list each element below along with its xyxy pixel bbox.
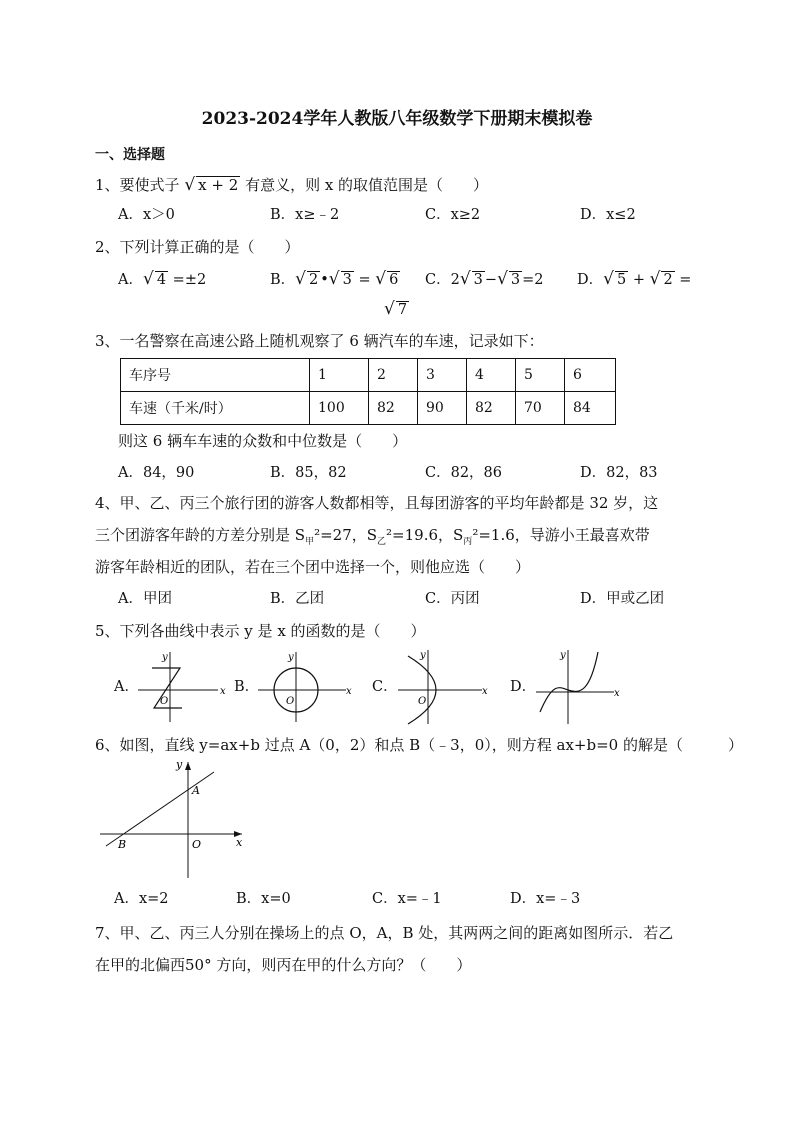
question-4-option-c[interactable]: C．丙团 bbox=[425, 591, 480, 607]
y-axis-label: y bbox=[560, 650, 566, 661]
question-5-option-b-label[interactable]: B． bbox=[234, 679, 260, 695]
subscript: 丙 bbox=[463, 537, 473, 547]
dot-operator: • bbox=[320, 272, 329, 288]
radicand: 5 bbox=[616, 272, 627, 288]
curve-d bbox=[540, 652, 598, 712]
table-cell: 3 bbox=[418, 359, 467, 392]
origin-label: O bbox=[418, 696, 427, 707]
question-1-option-a[interactable]: A．x＞0 bbox=[118, 207, 175, 223]
question-6-option-a[interactable]: A．x=2 bbox=[114, 891, 169, 907]
y-axis-arrow-icon bbox=[185, 762, 191, 770]
sqrt-icon: √ bbox=[603, 269, 614, 289]
table-cell: 82 bbox=[369, 392, 418, 425]
radicand: 3 bbox=[473, 272, 483, 288]
section-heading: 一、选择题 bbox=[95, 147, 165, 163]
question-6-option-c[interactable]: C．x=﹣1 bbox=[372, 891, 442, 907]
question-6-figure bbox=[98, 758, 248, 880]
x-axis-label: x bbox=[482, 686, 488, 697]
question-4-line-3: 游客年龄相近的团队，若在三个团中选择一个，则他应选（ ） bbox=[95, 558, 531, 576]
graph-option-a[interactable] bbox=[134, 650, 224, 724]
sqrt-icon: √ bbox=[384, 299, 395, 319]
question-7-line-1: 7、甲、乙、丙三人分别在操场上的点 O，A，B 处，其两两之间的距离如图所示．若乙 bbox=[95, 924, 674, 942]
question-6-stem: 6、如图，直线 y=ax+b 过点 A（0，2）和点 B（﹣3，0），则方程 ax+b=0 的解是（ ） bbox=[95, 736, 743, 754]
text-fragment: 三个团游客年龄的方差分别是 S bbox=[95, 526, 306, 544]
sqrt-icon: √ bbox=[459, 269, 471, 289]
option-label: D． bbox=[577, 272, 604, 288]
table-cell: 5 bbox=[516, 359, 565, 392]
option-label: A． bbox=[118, 272, 143, 288]
point-b-label: B bbox=[118, 838, 127, 851]
sqrt-icon: √ bbox=[142, 269, 154, 289]
page-title: 2023-2024学年人教版八年级数学下册期末模拟卷 bbox=[201, 109, 593, 129]
sqrt-icon: √ bbox=[295, 269, 306, 289]
radicand: 2 bbox=[663, 272, 673, 288]
question-6-option-d[interactable]: D．x=﹣3 bbox=[510, 891, 581, 907]
question-5-stem: 5、下列各曲线中表示 y 是 x 的函数的是（ ） bbox=[95, 622, 426, 640]
graph-option-d[interactable] bbox=[532, 648, 622, 726]
subscript: 甲 bbox=[305, 537, 315, 547]
question-4-option-b[interactable]: B．乙团 bbox=[270, 591, 325, 607]
sqrt-icon: √ bbox=[328, 269, 340, 289]
table-cell: 84 bbox=[565, 392, 616, 425]
radicand: 7 bbox=[397, 302, 408, 318]
question-1-radicand: x + 2 bbox=[198, 176, 239, 194]
question-2-stem: 2、下列计算正确的是（ ） bbox=[95, 238, 300, 256]
question-3-question: 则这 6 辆车车速的众数和中位数是（ ） bbox=[118, 432, 408, 450]
option-label: C．2 bbox=[425, 272, 460, 288]
text-fragment: ²=19.6，S bbox=[386, 526, 464, 544]
question-1-option-b[interactable]: B．x≥﹣2 bbox=[270, 207, 340, 223]
sqrt-icon: √ bbox=[649, 269, 661, 289]
radicand: 2 bbox=[309, 272, 319, 288]
text-fragment: ²=1.6，导游小王最喜欢带 bbox=[472, 526, 650, 544]
question-3-option-d[interactable]: D．82，83 bbox=[580, 465, 658, 481]
minus-sign: − bbox=[484, 272, 498, 288]
graph-option-c[interactable] bbox=[394, 648, 490, 726]
table-cell: 车速（千米/时） bbox=[121, 392, 310, 425]
question-1-stem bbox=[95, 174, 488, 196]
origin-label: O bbox=[286, 696, 295, 707]
plus-sign: + bbox=[632, 272, 645, 288]
question-4-option-a[interactable]: A．甲团 bbox=[118, 591, 172, 607]
text-fragment: ²=27，S bbox=[314, 526, 378, 544]
question-7-line-2: 在甲的北偏西50° 方向，则丙在甲的什么方向？（ ） bbox=[95, 956, 472, 974]
point-a-label: A bbox=[192, 784, 200, 797]
question-2-option-a[interactable] bbox=[118, 268, 206, 291]
question-2-option-c[interactable] bbox=[425, 268, 544, 291]
question-5-option-c-label[interactable]: C． bbox=[372, 679, 398, 695]
option-label: B． bbox=[270, 272, 296, 288]
question-6-option-b[interactable]: B．x=0 bbox=[236, 891, 291, 907]
y-axis-label: y bbox=[288, 652, 294, 663]
option-rest: =±2 bbox=[172, 272, 207, 288]
table-cell: 2 bbox=[369, 359, 418, 392]
question-2-option-b[interactable] bbox=[270, 268, 400, 291]
question-4-line-1: 4、甲、乙、丙三个旅行团的游客人数都相等，且每团游客的平均年龄都是 32 岁，这 bbox=[95, 494, 659, 512]
x-axis-label: x bbox=[220, 686, 226, 697]
speed-table bbox=[120, 358, 616, 425]
equals-sign: = bbox=[679, 272, 692, 288]
question-4-option-d[interactable]: D．甲或乙团 bbox=[580, 591, 665, 607]
radicand: 4 bbox=[156, 272, 167, 288]
table-cell: 90 bbox=[418, 392, 467, 425]
origin-label: O bbox=[192, 838, 202, 851]
graph-option-b[interactable] bbox=[254, 650, 354, 724]
question-3-stem: 3、一名警察在高速公路上随机观察了 6 辆汽车的车速，记录如下： bbox=[95, 332, 544, 350]
radicand: 3 bbox=[342, 272, 352, 288]
question-5-option-a-label[interactable]: A． bbox=[114, 679, 139, 695]
question-1-stem-prefix: 1、要使式子 bbox=[95, 176, 180, 194]
table-cell: 70 bbox=[516, 392, 565, 425]
question-3-option-a[interactable]: A．84，90 bbox=[118, 465, 195, 481]
question-3-option-c[interactable]: C．82，86 bbox=[425, 465, 502, 481]
question-1-option-d[interactable]: D．x≤2 bbox=[580, 207, 636, 223]
table-cell: 82 bbox=[467, 392, 516, 425]
radicand: 3 bbox=[510, 272, 521, 288]
sqrt-icon: √ bbox=[375, 269, 387, 289]
table-cell: 100 bbox=[310, 392, 369, 425]
question-1-option-c[interactable]: C．x≥2 bbox=[425, 207, 481, 223]
y-axis-label: y bbox=[176, 758, 183, 771]
sqrt-icon: √ bbox=[184, 175, 196, 195]
y-axis-label: y bbox=[162, 652, 168, 663]
radicand: 6 bbox=[389, 272, 399, 288]
subscript: 乙 bbox=[377, 537, 387, 547]
equals-sign: = bbox=[358, 272, 371, 288]
x-axis-label: x bbox=[236, 836, 243, 849]
question-5-option-d-label[interactable]: D． bbox=[510, 679, 537, 695]
question-2-option-d-continued bbox=[384, 298, 409, 321]
option-rest: =2 bbox=[522, 272, 544, 288]
table-cell: 6 bbox=[565, 359, 616, 392]
question-1-stem-suffix: 有意义，则 x 的取值范围是（ ） bbox=[245, 176, 489, 194]
question-4-line-2 bbox=[95, 524, 650, 553]
origin-label: O bbox=[160, 696, 169, 707]
sqrt-icon: √ bbox=[497, 269, 508, 289]
question-2-option-d[interactable] bbox=[577, 268, 691, 291]
table-row bbox=[121, 392, 616, 425]
question-3-option-b[interactable]: B．85，82 bbox=[270, 465, 347, 481]
table-cell: 1 bbox=[310, 359, 369, 392]
x-axis-label: x bbox=[614, 688, 620, 699]
x-axis-label: x bbox=[346, 686, 352, 697]
table-cell: 车序号 bbox=[121, 359, 310, 392]
table-cell: 4 bbox=[467, 359, 516, 392]
y-axis-label: y bbox=[420, 650, 426, 661]
table-row bbox=[121, 359, 616, 392]
